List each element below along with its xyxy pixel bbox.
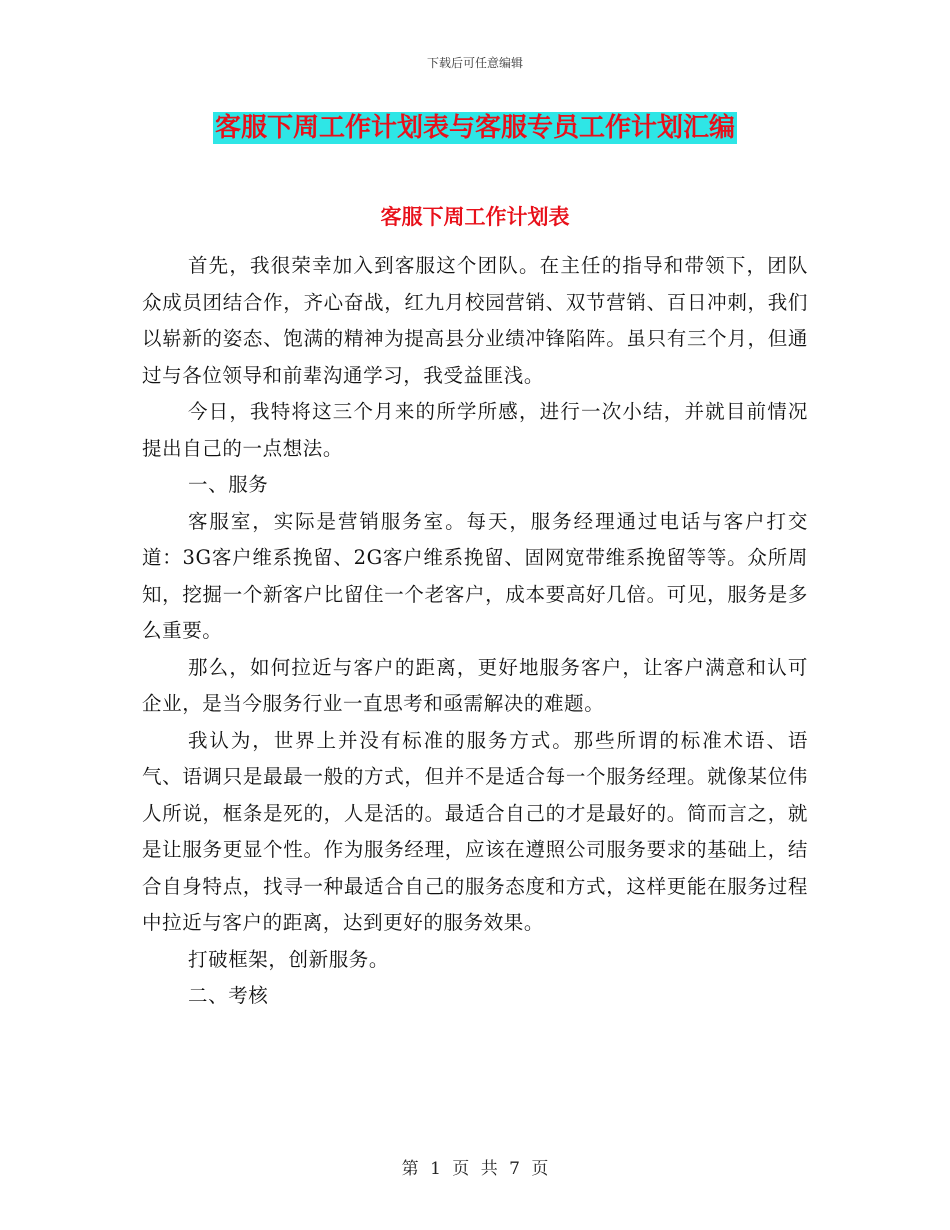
- document-body: [142, 248, 808, 1015]
- document-title-text: 客服下周工作计划表与客服专员工作计划汇编: [214, 113, 735, 143]
- document-title: [0, 112, 950, 144]
- paragraph-intro: 首先，我很荣幸加入到客服这个团队。在主任的指导和带领下，团队众成员团结合作，齐心奋战，红九月校园营销、双节营销、百日冲刺，我们以崭新的姿态、饱满的精神为提高县分业绩冲锋陷阵。虽只有三个月，但通过与各位领导和前辈沟通学习，我受益匪浅。: [142, 254, 808, 387]
- paragraph-summary: 今日，我特将这三个月来的所学所感，进行一次小结，并就目前情况提出自己的一点想法。: [142, 400, 808, 460]
- paragraph-innovation: 打破框架，创新服务。: [188, 947, 390, 971]
- paragraph-customer-distance: 那么，如何拉近与客户的距离，更好地服务客户，让客户满意和认可企业，是当今服务行业一直思考和亟需解决的难题。: [142, 655, 808, 715]
- heading-assessment: 二、考核: [188, 984, 269, 1007]
- header-note: 下载后可任意编辑: [426, 56, 523, 70]
- paragraph-service-room: 客服室，实际是营销服务室。每天，服务经理通过电话与客户打交道：3G客户维系挽留、2G客户维系挽留、固网宽带维系挽留等等。众所周知，挖掘一个新客户比留住一个老客户，成本要高好几倍。可见，服务是多么重要。: [142, 509, 808, 642]
- section-title: 客服下周工作计划表: [380, 205, 570, 229]
- page-number: 第 1 页 共 7 页: [401, 1159, 549, 1179]
- heading-service: 一、服务: [188, 473, 269, 496]
- paragraph-service-style: 我认为，世界上并没有标准的服务方式。那些所谓的标准术语、语气、语调只是最最一般的方式，但并不是适合每一个服务经理。就像某位伟人所说，框条是死的，人是活的。最适合自己的才是最好的。简而言之，就是让服务更显个性。作为服务经理，应该在遵照公司服务要求的基础上，结合自身特点，找寻一种最适合自己的服务态度和方式，这样更能在服务过程中拉近与客户的距离，达到更好的服务效果。: [142, 728, 808, 934]
